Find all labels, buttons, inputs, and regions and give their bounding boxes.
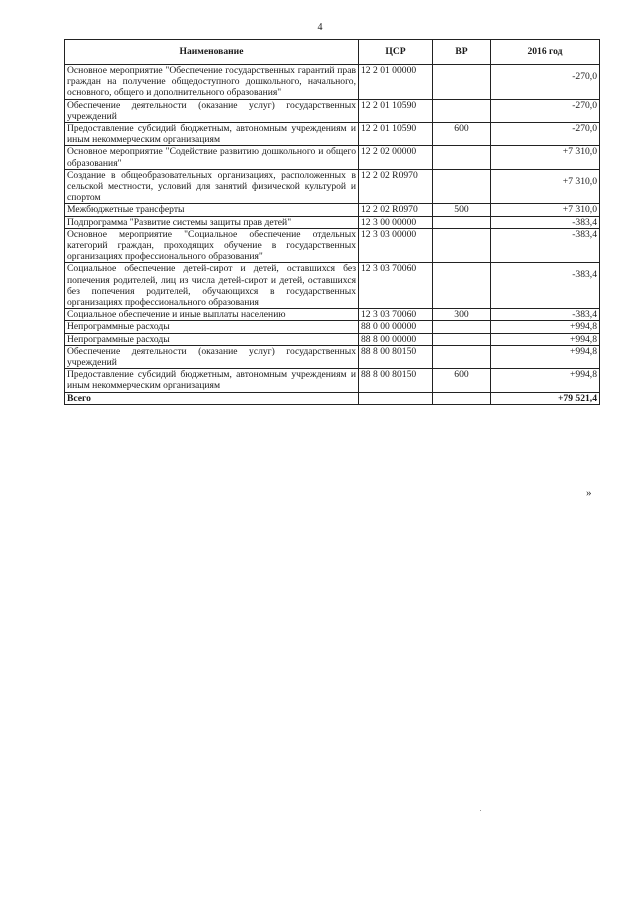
- row-csr: 12 3 03 00000: [359, 228, 433, 263]
- row-name: Непрограммные расходы: [65, 321, 359, 333]
- row-csr: 12 3 00 00000: [359, 216, 433, 228]
- row-vr: 300: [433, 309, 491, 321]
- table-row: [65, 345, 600, 368]
- table-row: [65, 146, 600, 169]
- row-sum: +7 310,0: [491, 146, 600, 169]
- row-vr: [433, 169, 491, 204]
- row-csr: 12 2 01 10590: [359, 123, 433, 146]
- row-sum: -270,0: [491, 123, 600, 146]
- row-csr: 12 2 02 R0970: [359, 204, 433, 216]
- row-name: Обеспечение деятельности (оказание услуг) государственных учреждений: [65, 345, 359, 368]
- row-csr: 88 0 00 00000: [359, 321, 433, 333]
- table-row: [65, 216, 600, 228]
- row-csr: 12 3 03 70060: [359, 263, 433, 309]
- row-sum: -383,4: [491, 216, 600, 228]
- row-vr: [433, 146, 491, 169]
- row-name: Основное мероприятие "Социальное обеспечение отдельных категорий граждан, проходящих обучение в государственных организациях профессионального образования": [65, 228, 359, 263]
- row-sum: -383,4: [491, 263, 600, 309]
- header-name: Наименование: [65, 40, 359, 65]
- total-sum: +79 521,4: [491, 392, 600, 404]
- row-csr: 88 8 00 80150: [359, 369, 433, 392]
- row-sum: +994,8: [491, 345, 600, 368]
- row-csr: 12 2 02 R0970: [359, 169, 433, 204]
- table-row: [65, 99, 600, 122]
- table-total-row: [65, 392, 600, 404]
- row-name: Создание в общеобразовательных организациях, расположенных в сельской местности, условий для занятий физической культурой и спортом: [65, 169, 359, 204]
- row-name: Непрограммные расходы: [65, 333, 359, 345]
- row-sum: -270,0: [491, 65, 600, 100]
- scan-speck: [480, 810, 481, 811]
- row-name: Основное мероприятие "Содействие развитию дошкольного и общего образования": [65, 146, 359, 169]
- row-csr: 12 2 02 00000: [359, 146, 433, 169]
- row-sum: +994,8: [491, 321, 600, 333]
- row-vr: 600: [433, 369, 491, 392]
- row-name: Предоставление субсидий бюджетным, автономным учреждениям и иным некоммерческим организациям: [65, 369, 359, 392]
- total-vr: [433, 392, 491, 404]
- table-row: [65, 204, 600, 216]
- table-row: [65, 309, 600, 321]
- row-vr: [433, 65, 491, 100]
- row-name: Предоставление субсидий бюджетным, автономным учреждениям и иным некоммерческим организациям: [65, 123, 359, 146]
- row-csr: 12 2 01 10590: [359, 99, 433, 122]
- page-number: 4: [317, 22, 323, 33]
- row-sum: +7 310,0: [491, 169, 600, 204]
- row-vr: [433, 321, 491, 333]
- row-vr: 600: [433, 123, 491, 146]
- header-vr: ВР: [433, 40, 491, 65]
- row-sum: -270,0: [491, 99, 600, 122]
- table-row: [65, 123, 600, 146]
- row-name: Социальное обеспечение детей-сирот и детей, оставшихся без попечения родителей, лиц из числа детей-сирот и детей, оставшихся без попечения родителей, обучающихся в государственных организациях профессионального образования: [65, 263, 359, 309]
- total-csr: [359, 392, 433, 404]
- row-vr: [433, 216, 491, 228]
- row-vr: [433, 263, 491, 309]
- budget-table: [64, 39, 600, 405]
- row-sum: +994,8: [491, 333, 600, 345]
- row-csr: 88 8 00 80150: [359, 345, 433, 368]
- row-name: Подпрограмма "Развитие системы защиты прав детей": [65, 216, 359, 228]
- row-vr: [433, 345, 491, 368]
- table-row: [65, 369, 600, 392]
- row-csr: 88 8 00 00000: [359, 333, 433, 345]
- row-sum: -383,4: [491, 309, 600, 321]
- row-name: Социальное обеспечение и иные выплаты населению: [65, 309, 359, 321]
- table-row: [65, 263, 600, 309]
- row-sum: +994,8: [491, 369, 600, 392]
- row-name: Обеспечение деятельности (оказание услуг) государственных учреждений: [65, 99, 359, 122]
- row-vr: [433, 333, 491, 345]
- row-csr: 12 3 03 70060: [359, 309, 433, 321]
- table-row: [65, 228, 600, 263]
- row-name: Основное мероприятие "Обеспечение государственных гарантий прав граждан на получение общедоступного дошкольного, начального, основного, общего и дополнительного образования": [65, 65, 359, 100]
- table-header-row: [65, 40, 600, 65]
- header-csr: ЦСР: [359, 40, 433, 65]
- row-vr: [433, 228, 491, 263]
- total-label: Всего: [65, 392, 359, 404]
- row-vr: 500: [433, 204, 491, 216]
- row-vr: [433, 99, 491, 122]
- header-year: 2016 год: [491, 40, 600, 65]
- row-sum: +7 310,0: [491, 204, 600, 216]
- table-row: [65, 333, 600, 345]
- row-csr: 12 2 01 00000: [359, 65, 433, 100]
- closing-quote: »: [586, 487, 592, 499]
- table-row: [65, 321, 600, 333]
- table-row: [65, 169, 600, 204]
- table-row: [65, 65, 600, 100]
- row-name: Межбюджетные трансферты: [65, 204, 359, 216]
- row-sum: -383,4: [491, 228, 600, 263]
